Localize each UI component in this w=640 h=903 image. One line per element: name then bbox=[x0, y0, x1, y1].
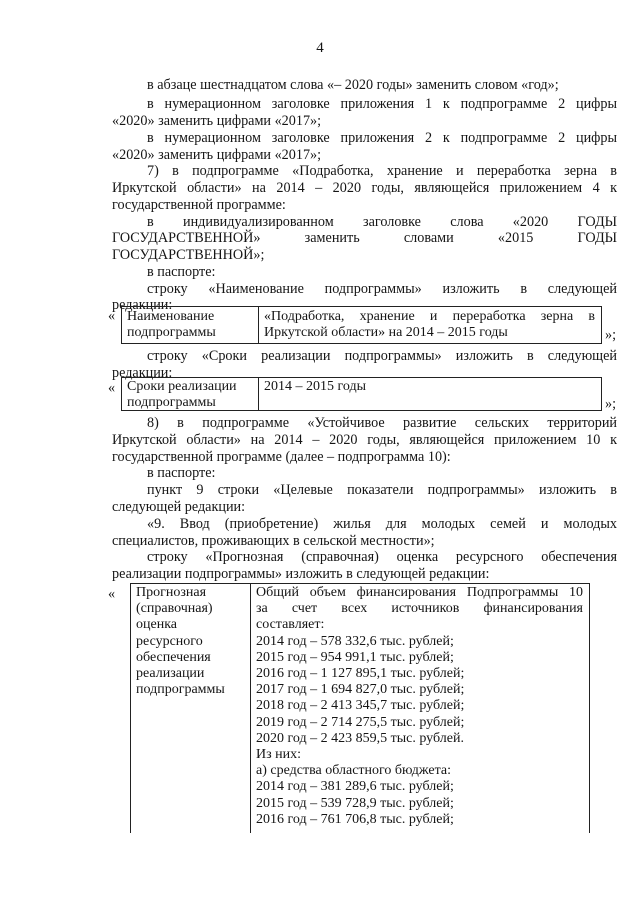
table-cell-line: 2014 год – 381 289,6 тыс. рублей; bbox=[256, 779, 454, 795]
table-cell-line: подпрограммы bbox=[127, 325, 216, 341]
text-line: строку «Наименование подпрограммы» изложить в следующей bbox=[147, 281, 617, 297]
closing-quote: »; bbox=[605, 396, 617, 412]
table-cell-line: 2018 год – 2 413 345,7 тыс. рублей; bbox=[256, 698, 465, 714]
closing-quote: »; bbox=[605, 327, 617, 343]
table-cell-line: Прогнозная bbox=[136, 585, 207, 600]
text-line: «2020» заменить цифрами «2017»; bbox=[112, 147, 322, 163]
table-label-cell bbox=[131, 584, 250, 833]
text-line: государственной программе: bbox=[112, 197, 286, 213]
text-line: «2020» заменить цифрами «2017»; bbox=[112, 113, 322, 129]
text-line: ГОСУДАРСТВЕННОЙ»; bbox=[112, 247, 265, 263]
text-line: государственной программе (далее – подпрограмма 10): bbox=[112, 449, 451, 465]
text-line: следующей редакции: bbox=[112, 499, 246, 515]
table-cell-line: 2016 год – 761 706,8 тыс. рублей; bbox=[256, 811, 454, 827]
table-cell-line: подпрограммы bbox=[136, 682, 225, 698]
text-line: реализации подпрограммы» изложить в следующей редакции: bbox=[112, 566, 490, 582]
text-line: в индивидуализированном заголовке слова «2020 ГОДЫ bbox=[147, 214, 617, 230]
opening-quote: « bbox=[108, 308, 116, 324]
table-cell-line: подпрограммы bbox=[127, 395, 216, 411]
table-cell-line: составляет: bbox=[256, 617, 325, 633]
table-cell-line: 2016 год – 1 127 895,1 тыс. рублей; bbox=[256, 666, 465, 682]
table-subprogram-name bbox=[121, 306, 602, 344]
table-value-cell bbox=[250, 584, 589, 833]
text-line: Иркутской области» на 2014 – 2020 годы, являющейся приложением 10 к bbox=[112, 432, 617, 448]
table-label-cell bbox=[122, 378, 258, 410]
text-line: 8) в подпрограмме «Устойчивое развитие сельских территорий bbox=[147, 415, 617, 431]
text-line: в паспорте: bbox=[147, 465, 216, 481]
table-cell-line: 2017 год – 1 694 827,0 тыс. рублей; bbox=[256, 682, 465, 698]
table-value-cell bbox=[258, 307, 601, 343]
table-value-cell bbox=[258, 378, 601, 410]
table-cell-line: за счет всех источников финансирования bbox=[256, 601, 583, 617]
table-cell-line: Сроки реализации bbox=[127, 379, 237, 394]
text-line: ГОСУДАРСТВЕННОЙ» заменить словами «2015 ГОДЫ bbox=[112, 230, 617, 246]
text-line: пункт 9 строки «Целевые показатели подпрограммы» изложить в bbox=[147, 482, 617, 498]
text-line: специалистов, проживающих в сельской местности»; bbox=[112, 533, 435, 549]
table-cell-line: Общий объем финансирования Подпрограммы 10 bbox=[256, 585, 583, 600]
table-cell-line: «Подработка, хранение и переработка зерна в bbox=[264, 309, 595, 324]
text-line: 7) в подпрограмме «Подработка, хранение и переработка зерна в bbox=[147, 163, 617, 179]
text-line: в нумерационном заголовке приложения 2 к подпрограмме 2 цифры bbox=[147, 130, 617, 146]
table-cell-line: 2020 год – 2 423 859,5 тыс. рублей. bbox=[256, 730, 464, 746]
table-resource-forecast bbox=[130, 583, 590, 833]
page-number: 4 bbox=[316, 40, 324, 56]
table-cell-line: 2015 год – 954 991,1 тыс. рублей; bbox=[256, 649, 454, 665]
table-cell-line: 2014 год – 578 332,6 тыс. рублей; bbox=[256, 633, 454, 649]
table-cell-line: реализации bbox=[136, 666, 205, 682]
table-cell-line: (справочная) bbox=[136, 601, 213, 617]
table-cell-line: 2019 год – 2 714 275,5 тыс. рублей; bbox=[256, 714, 465, 730]
text-line: редакции: bbox=[112, 297, 173, 313]
text-line: редакции: bbox=[112, 365, 173, 381]
opening-quote: « bbox=[108, 586, 116, 602]
text-line: Иркутской области» на 2014 – 2020 годы, являющейся приложением 4 к bbox=[112, 180, 617, 196]
text-line: в нумерационном заголовке приложения 1 к подпрограмме 2 цифры bbox=[147, 96, 617, 112]
table-cell-line: а) средства областного бюджета: bbox=[256, 763, 451, 779]
text-line: «9. Ввод (приобретение) жилья для молодых семей и молодых bbox=[147, 516, 617, 532]
table-cell-line: Наименование bbox=[127, 309, 215, 324]
table-cell-line: обеспечения bbox=[136, 649, 211, 665]
table-cell-line: 2015 год – 539 728,9 тыс. рублей; bbox=[256, 795, 454, 811]
text-line: в паспорте: bbox=[147, 264, 216, 280]
table-cell-line: 2014 – 2015 годы bbox=[264, 379, 367, 394]
table-cell-line: оценка bbox=[136, 617, 178, 633]
text-line: строку «Сроки реализации подпрограммы» изложить в следующей bbox=[147, 348, 617, 364]
table-cell-line: ресурсного bbox=[136, 633, 203, 649]
table-cell-line: Иркутской области» на 2014 – 2015 годы bbox=[264, 325, 508, 341]
opening-quote: « bbox=[108, 380, 116, 396]
table-cell-line: Из них: bbox=[256, 747, 302, 763]
text-line: в абзаце шестнадцатом слова «– 2020 годы» заменить словом «год»; bbox=[147, 77, 559, 93]
table-implementation-period bbox=[121, 377, 602, 411]
text-line: строку «Прогнозная (справочная) оценка ресурсного обеспечения bbox=[147, 549, 617, 565]
table-label-cell bbox=[122, 307, 258, 343]
